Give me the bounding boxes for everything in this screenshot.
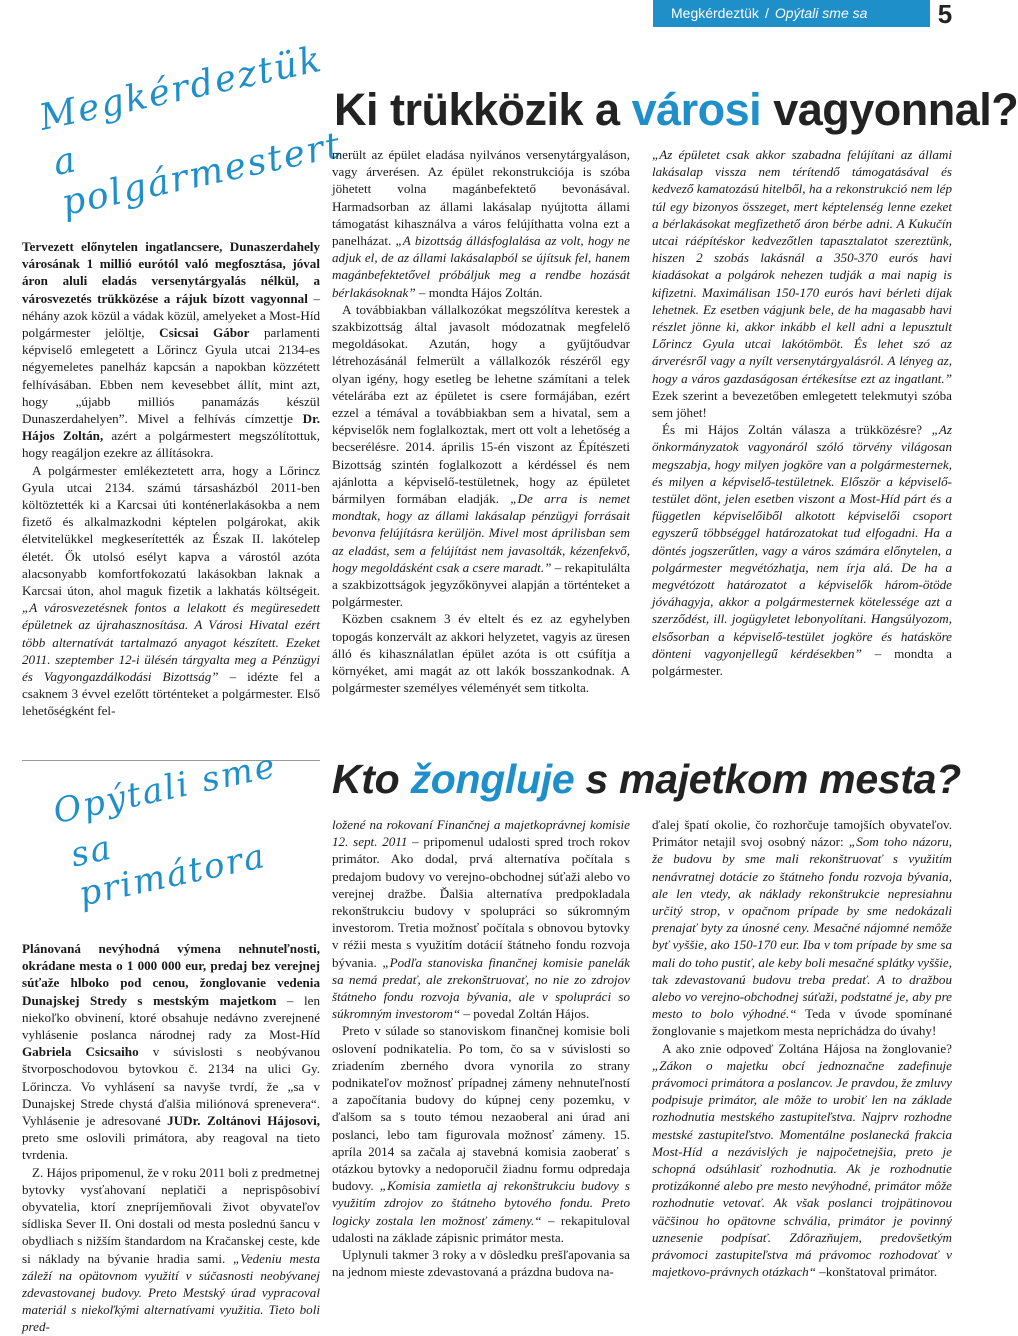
- section-title-sk: Opýtali sme sa: [774, 5, 868, 21]
- article-paragraph: „Az épületet csak akkor szabadna felújítani az állami lakásalap vissza nem térítendő támogatásával és kedvező kamatozású hitelből, ha a rekonstrukció nem lép túl egy bizonyos összeget, mert képtelenség lenne ezeket a bérlakásokat megfizethető áron bérbe adni. A Kukučín utcai ráépítéskor kedvezőtlen tapasztalatot szereztünk, hiszen 2 szobás lakásnál a 350-370 eurós havi kiadásokat a polgárok nehezen tudják a mai napig is kifizetni. Maximálisan 150-170 eurós havi bérleti díjak lehetnek. Ez esetben vágjunk bele, de ha magasabb havi részlet jönne ki, akkor inkább el kell adni a lepusztult Lőrincz Gyula utcai lakótömböt. És lehet szó az árverésről vagy a nyílt versenytárgyalásról. A lényeg az, hogy a város gazdaságosan értékesítse ezt az ingatlant.” Ezek szerint a bevezetőben emlegetett telekmutyi szóba sem jöhet!: [652, 147, 952, 421]
- script-title-sk: [40, 741, 321, 918]
- section-title: Megkérdeztük: [671, 5, 759, 21]
- article-paragraph: ložené na rokovaní Finančnej a majetkoprávnej komisie 12. sept. 2011 – pripomenul udalosti spred troch rokov primátor. Ako dodal, prvá alternatíva počítala s predajom budovy vo verejno-obchodnej súťaži alebo vo verejnej dražbe. Ďalšia alternatíva predpokladala rekonštrukciu budovy v spolupráci so súkromným investorom. Tretia možnosť počítala s obnovou bytovky v réžii mesta s využitím dotácií štátneho fondu rozvoja bývania. „Podľa stanoviska finančnej komisie panelák sa nemá predať, ale zrekonštruovať, no nie zo zdrojov štátneho fondu rozvoja bývania, ale v spolupráci so súkromným investorom“ – povedal Zoltán Hájos.: [332, 817, 630, 1022]
- headline-hu-pre: Ki trükközik a: [334, 84, 632, 135]
- page-number: 5: [930, 0, 960, 27]
- section-header-bar: [653, 0, 930, 27]
- article-paragraph: Közben csaknem 3 év eltelt és ez az egyhelyben topogás konzervált az akkori helyzetet, vagyis az üresen álló és kihasználatlan épület azóta is ott csúfítja a környéket, ami magát az ott lakók bosszankodnak. A polgármester személyes véleményét sem titkolta.: [332, 611, 630, 696]
- article-paragraph: Tervezett előnytelen ingatlancsere, Dunaszerdahely városának 1 millió eurótól való megfosztása, jóval áron aluli eladás versenytárgyalás nélkül, a városvezetés trükközése a rájuk bízott vagyonnal – néhány azok közül a vádak közül, amelyeket a Most-Híd polgármester jelöltje, Csicsai Gábor parlamenti képviselő emlegetett a Lőrincz Gyula utcai 2134-es négyemeletes panelház kapcsán a napokban közzétett felhívásában. Ebben nem kevesebbet állít, mint azt, hogy „újabb milliós panamázás készül Dunaszerdahelyen”. Mivel a felhívás címzettje Dr. Hájos Zoltán, azért a polgármestert megszólítottuk, hogy reagáljon ezekre az állításokra.: [22, 239, 321, 461]
- headline-sk: [332, 756, 961, 803]
- section-separator: /: [764, 5, 769, 21]
- article-paragraph: ďalej špatí okolie, čo rozhorčuje tamojších obyvateľov. Primátor netajil svoj osobný názor: „Som toho názoru, že budovu by sme mali rekonštruovať s využitím nenávratnej dotácie zo štátneho fondu rozvoja bývania, ale len vtedy, ak náklady rekonštrukcie nepresiahnu určitý strop, v opačnom prípade by sme nedokázali prenajať byty za únosné ceny. Mesačné nájomné nemôže byť vyššie, ako 150-170 eur. Iba v tom prípade by sme sa mali do toho pustiť, ale keby boli mesačné splátky vyššie, tak zdevastovanú budovu treba predať. A to dražbou alebo vo verejno-obchodnej súťaži, podstatné je, aby pre mesto to bolo výhodné.“ Teda v úvode spomínané žonglovanie s majetkom mesta neprichádza do úvahy!: [652, 817, 953, 1039]
- headline-hu: [334, 84, 1018, 136]
- article-sk-column-1: [22, 940, 320, 1336]
- script-title-hu-line2: a polgármestert: [49, 124, 346, 225]
- article-sk-column-3: [652, 816, 952, 1280]
- headline-sk-highlight: žongluje: [410, 756, 575, 802]
- article-paragraph: Preto v súlade so stanoviskom finančnej komisie boli oslovení podnikatelia. Po tom, čo sa v súvislosti so zriadením zberného dvora vynorila zo strany podnikateľov možnosť prípadnej zámeny nehnuteľností a započítania budovy do kúpnej ceny pozemku, v ďalšom sa s touto témou nezaoberal ani úrad ani poslanci, lebo tam figurovala možnosť zámeny. 15. apríla 2014 sa začala aj stavebná komisia zaoberať s otázkou bytovky a nedoporučil žiadnu formu odpredaja budovy. „Komisia zamietla aj rekonštrukciu budovy s využitím zdrojov zo štátneho bytového fondu. Preto logicky zostala len možnosť zámeny.“ – rekapituloval udalosti na základe zápisnic primátor mesta.: [332, 1023, 631, 1245]
- article-paragraph: merült az épület eladása nyilvános versenytárgyaláson, vagy árverésen. Az épület rekonstrukciója is szóba jöhetett volna magánbefektető bevonásával. Harmadsorban az állami lakásalap nyújtotta állami támogatást kihasználva a város felújíthatta volna ezt a panelházat. „A bizottság állásfoglalása az volt, hogy ne adjuk el, de az állami lakásalapból se újítsuk fel, hanem magánbefektetővel próbáljuk meg a rendbe hozását bérlakásoknak” – mondta Hájos Zoltán.: [332, 147, 630, 300]
- headline-hu-post: vagyonnal?: [761, 84, 1018, 135]
- article-paragraph: Plánovaná nevýhodná výmena nehnuteľnosti, okrádane mesta o 1 000 000 eur, predaj bez verejnej súťaže hlboko pod cenou, žonglovanie vedenia Dunajskej Stredy s mestským majetkom – len niekoľko obvinení, ktoré obsahuje nedávno zverejnené vyhlásenie poslanca národnej rady za Most-Híd Gabriela Csicsaiho v súvislosti s neobývanou štvorposchodovou bytovkou č. 2134 na ulici Gy. Lőrincza. Vo vyhlásení sa navyše tvrdí, že „sa v Dunajskej Strede chystá ďalšia miliónová sprenevera“. Vyhlásenie je adresované JUDr. Zoltánovi Hájosovi, preto sme oslovili primátora, aby reagoval na tieto tvrdenia.: [22, 941, 321, 1163]
- article-paragraph: És mi Hájos Zoltán válasza a trükközésre? „Az önkormányzatok vagyonáról szóló törvény világosan megszabja, hogy milyen jogköre van a polgármesternek, és milyen a képviselő-testületnek. Először a képviselő-testület dönt, jelen esetben viszont a Most-Híd párt és a független képviselőiből alkotott képviselői csoport egyszerű többséggel határozatokat tud elfogadni. Ha a döntés jogszerűtlen, vagy a város számára előnytelen, a polgármester megvétózhatja, nem írja alá. De ha a megvétózott határozatot a képviselők három-ötöde jóváhagyja, akkor a polgármesternek kötelessége azt a szerződést, ill. jogügyletet lebonyolítani. Hangsúlyozom, elsősorban a képviselő-testület jogköre és hatásköre dönteni vagyonjellegű kérdésekben” – mondta a polgármester.: [652, 422, 952, 679]
- script-title-hu: [30, 38, 346, 226]
- headline-hu-highlight: városi: [631, 84, 762, 135]
- headline-sk-pre: Kto: [332, 756, 411, 802]
- script-title-sk-line1: Opýtali sme: [49, 745, 281, 833]
- article-hu-column-2: [332, 146, 630, 697]
- article-hu-column-1: [22, 238, 320, 720]
- article-paragraph: A továbbiakban vállalkozókat megszólítva kerestek a szakbizottság által javasolt módozatnak megfelelő megoldásokat. Azután, hogy a gyűjtőudvar létrehozásánál felmerült a vállalkozók részéről egy olyan igény, hogy esetleg be lehetne számítani a telek vételárába ezt az épületet is csere formájában, ezért ezzel a témával a továbbiakban sem a hivatal, sem a képviselők nem foglalkoztak, mert ott volt a lehetőség a becserélésre. 2014. április 15-én viszont az Építészeti Bizottság szintén foglalkozott a kérdéssel és nem ajánlotta a képviselő-testületnek, hogy az épületet bármilyen formában eladják. „De arra is nemet mondtak, hogy az állami lakásalap pénzügyi forrásait bevonva felújításra kerüljön. Mivel most áprilisban sem az eladást, sem a felújítást nem javasolták, kézenfekvő, hogy megoldásként csak a csere maradt.” – rekapitulálta a szakbizottságok jegyzőkönyvei alapján a történteket a polgármester.: [332, 301, 631, 610]
- article-paragraph: A ako znie odpoveď Zoltána Hájosa na žonglovanie? „Zákon o majetku obcí jednoznačne zadefinuje právomoci primátora a poslancov. Je pravdou, že zmluvy podpisuje primátor, ale môže to urobiť len na základe rozhodnutia mestského zastupiteľstva. Najprv rozhodne mestské zastupiteľstvo. Momentálne poslanecká frakcia Most-Híd a nezávislých je najpočetnejšia, preto je schopná odsúhlasiť rozhodnutia. Ak je rozhodnutie protizákonné alebo pre mesto nevýhodné, primátor môže rozhodnutie vetovať. Ak však poslanci trojpätinovou väčšinou ho opätovne schvália, primátor je povinný uznesenie podpísať. Zdôrazňujem, predovšetkým právomoci zastupiteľstva má právomoc rozhodovať v majetkovo-právnych otázkach“ –konštatoval primátor.: [652, 1040, 952, 1280]
- script-title-sk-line2: sa primátora: [67, 827, 270, 915]
- article-hu-column-3: [652, 146, 952, 679]
- article-paragraph: Z. Hájos pripomenul, že v roku 2011 boli z predmetnej bytovky vysťahovaní neplatiči a neprispôsobiví obyvatelia, ktorí znepríjemňovali život obyvateľov sídliska Sever II. Oni dostali od mesta poslednú šancu v obydliach s nižším štandardom na Kračanskej ceste, kde si náklady na bývanie hradia sami. „Vedeniu mesta záleží na opätovnom využití v súčasnosti neobývanej zdevastovanej budovy. Preto Mestský úrad vypracoval materiál s niekoľkými alternatívami využitia. Tieto boli pred-: [22, 1164, 320, 1335]
- headline-sk-post: s majetkom mesta?: [574, 756, 961, 802]
- script-title-hu-line1: Megkérdeztük: [35, 38, 327, 139]
- article-paragraph: A polgármester emlékeztetett arra, hogy a Lőrincz Gyula utcai 2134. számú társasházból 2011-ben költöztették ki a Karcsai úti konténerlakásokba a nem fizető és alkalmazkodni képtelen polgárokat, akik életvitelükkel megkeserítették az Észak II. lakótelep életét. Ők utolsó esélyt kapva a várostól azóta alacsonyabb komfortfokozatú lakásokban laknak a Karcsai úton, ahol maguk fizetik a lakhatás költségeit. „A városvezetésnek fontos a lelakott és megüresedett épületnek az újrahasznosítása. A Városi Hivatal ezért több alternatívát tartalmazó anyagot készített. Ezeket 2011. szeptember 12-i ülésén tárgyalta meg a Pénzügyi és Vagyongazdálkodási Bizottság” – idézte fel a csaknem 3 évvel ezelőtt történteket a polgármester. Első lehetőségként fel-: [22, 462, 320, 719]
- article-paragraph: Uplynuli takmer 3 roky a v dôsledku prešľapovania sa na jednom mieste zdevastovaná a prázdna budova na-: [332, 1247, 630, 1280]
- article-sk-column-2: [332, 816, 630, 1280]
